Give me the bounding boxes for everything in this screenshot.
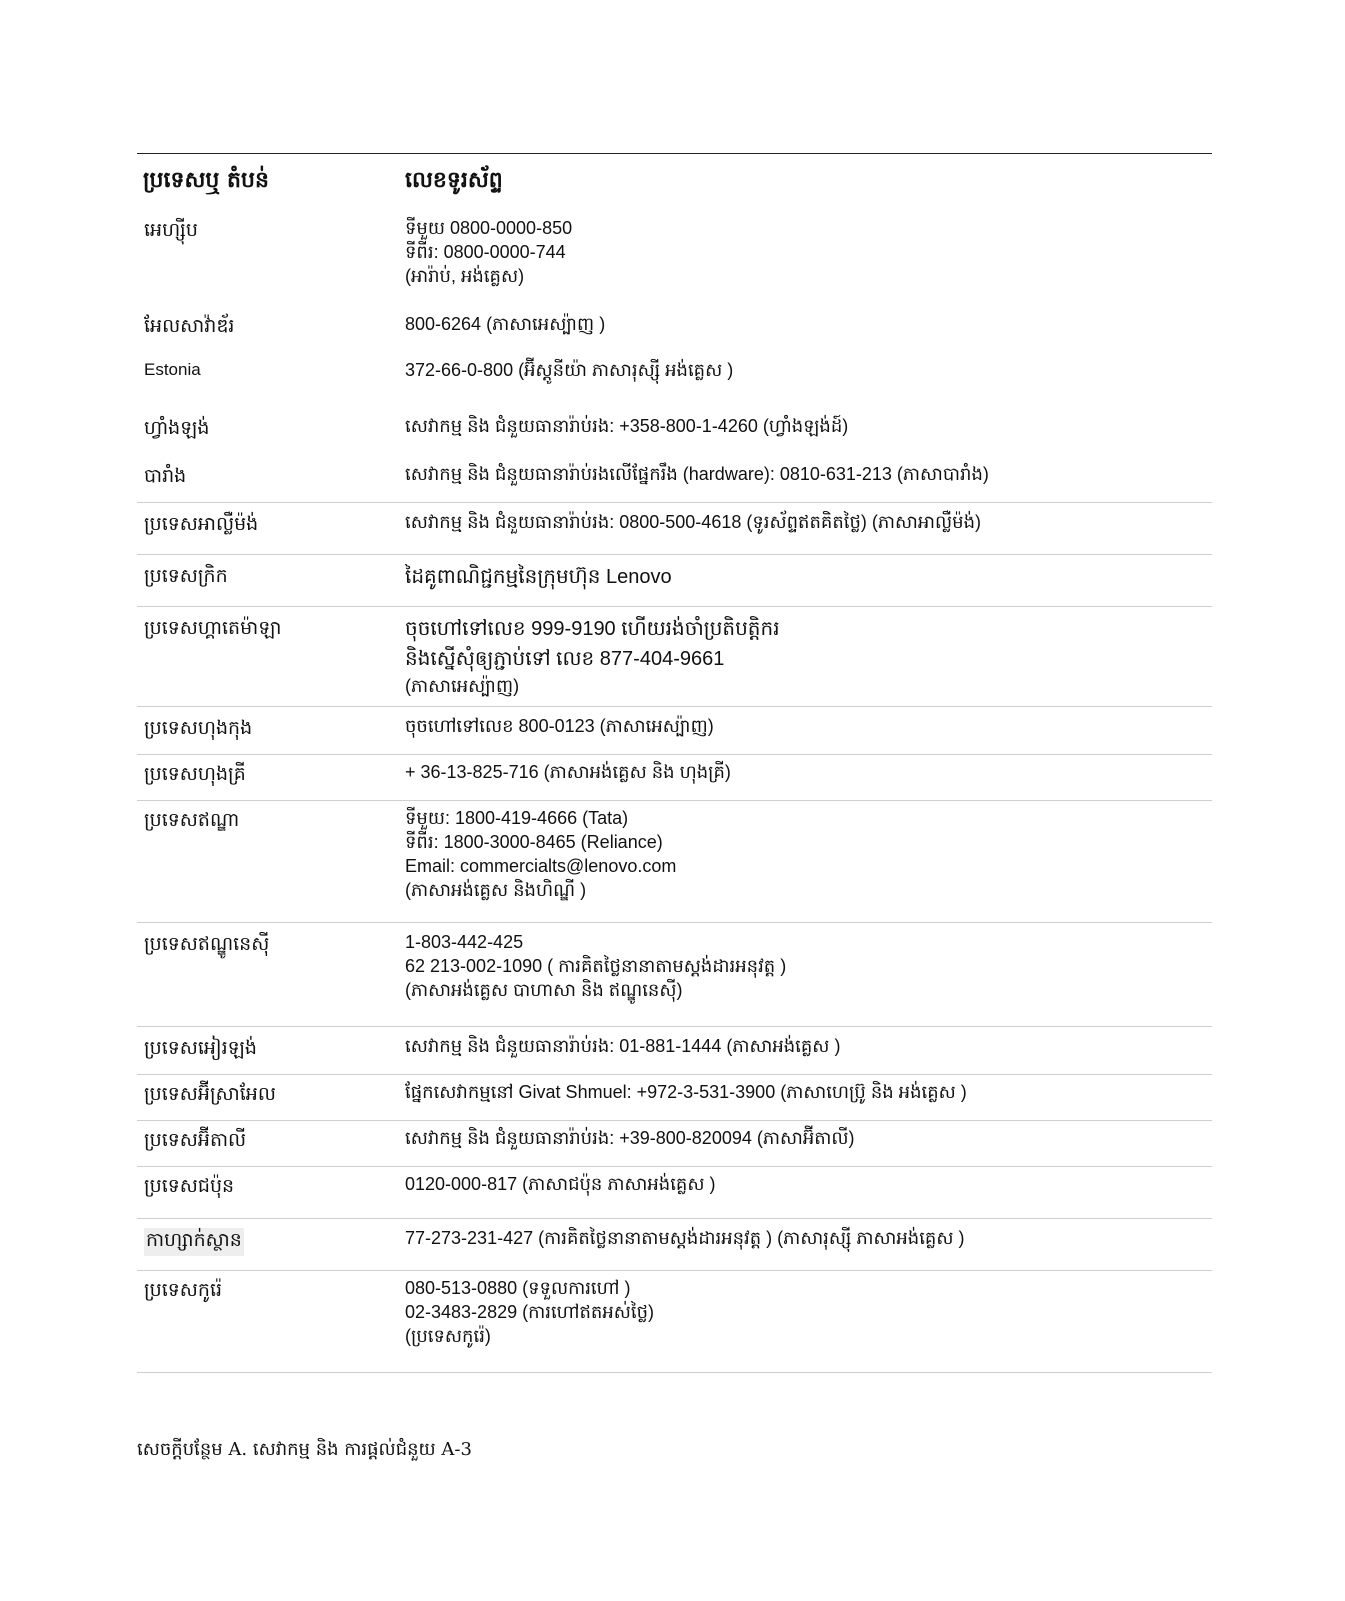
- table-row: [137, 760, 1212, 801]
- phone-cell: [405, 562, 672, 592]
- table-row: [137, 1226, 1212, 1271]
- region-cell: ប្រទេសឥណ្ឌា: [144, 809, 240, 831]
- region-cell: ប្រទេសឥណ្ឌូនេស៊ី: [144, 933, 270, 955]
- phone-line: + 36-13-825-716 (ភាសាអង់គ្លេស និង ហុងគ្រី): [405, 762, 731, 782]
- phone-cell: [405, 714, 714, 738]
- table-row: [137, 614, 1212, 707]
- phone-cell: [405, 312, 605, 336]
- region-cell: ប្រទេសអាល្លឺម៉ង់: [144, 513, 259, 535]
- phone-line: សេវាកម្ម និង ជំនួយធានារ៉ាប់រង: 0800-500-4618 (ទូរស័ព្ទឥតគិតថ្លៃ) (ភាសាអាល្លឺម៉ង់): [405, 512, 981, 532]
- table-row: [137, 462, 1212, 503]
- table-row: [137, 358, 1212, 406]
- region-cell: ហ្វាំងឡង់: [144, 417, 210, 439]
- phone-line: 0120-000-817 (ភាសាជប៉ុន ភាសាអង់គ្លេស ): [405, 1174, 716, 1194]
- region-cell: ប្រទេសហ្គាតេម៉ាឡា: [144, 617, 282, 639]
- region-cell: ប្រទេសហុងកុង: [144, 717, 253, 739]
- phone-line: សេវាកម្ម និង ជំនួយធានារ៉ាប់រងលើផ្នែករឹង (hardware): 0810-631-213 (ភាសាបារាំង): [405, 464, 989, 484]
- page-footer: សេចក្តីបន្ថែម A. សេវាកម្ម និង ការផ្តល់ជំនួយ A-3: [137, 1439, 472, 1460]
- phone-cell: [405, 1172, 715, 1196]
- phone-line: 02-3483-2829 (ការហៅឥតអស់ថ្លៃ): [405, 1302, 655, 1322]
- phone-cell: [405, 1226, 965, 1250]
- phone-line: (ភាសាអង់គ្លេស និងហិណ្ឌី ): [405, 880, 587, 900]
- phone-line: សេវាកម្ម និង ជំនួយធានារ៉ាប់រង: +39-800-820094 (ភាសាអ៊ីតាលី): [405, 1128, 855, 1148]
- phone-line: 62 213-002-1090 ( ការគិតថ្លៃនានាតាមស្តង់ដារអនុវត្ត ): [405, 956, 787, 976]
- phone-line: ទីមួយ 0800-0000-850: [405, 218, 573, 238]
- table-row: [137, 1276, 1212, 1373]
- phone-cell: [405, 462, 989, 486]
- phone-line: (អារ៉ាប់, អង់គ្លេស): [405, 266, 525, 286]
- region-cell: ប្រទេសអៀរឡង់: [144, 1037, 257, 1059]
- phone-line: ទីមួយ: 1800-419-4666 (Tata): [405, 808, 629, 828]
- region-cell: កាហ្សាក់ស្ថាន: [144, 1228, 244, 1256]
- table-row: [137, 510, 1212, 555]
- phone-cell: [405, 1080, 967, 1104]
- region-cell: ប្រទេសជប៉ុន: [144, 1175, 235, 1197]
- table-row: [137, 1172, 1212, 1219]
- table-row: [137, 1080, 1212, 1121]
- phone-line: ដៃគូពាណិជ្ជកម្មនៃក្រុមហ៊ុន Lenovo: [405, 566, 672, 588]
- region-cell: អែលសាវ៉ាឌ័រ: [144, 315, 235, 337]
- phone-line: សេវាកម្ម និង ជំនួយធានារ៉ាប់រង: 01-881-1444 (ភាសាអង់គ្លេស ): [405, 1036, 841, 1056]
- phone-line: ផ្នែកសេវាកម្មនៅ Givat Shmuel: +972-3-531-3900 (ភាសាហេប្រ៊ូ និង អង់គ្លេស ): [405, 1082, 967, 1102]
- phone-line: សេវាកម្ម និង ជំនួយធានារ៉ាប់រង: +358-800-1-4260 (ហ្វាំងឡង់ដ៍): [405, 416, 849, 436]
- phone-cell: [405, 358, 733, 382]
- region-cell: ប្រទេសហុងគ្រី: [144, 763, 246, 785]
- phone-line: 77-273-231-427 (ការគិតថ្លៃនានាតាមស្តង់ដារអនុវត្ត ) (ភាសារុស្ស៊ី ភាសាអង់គ្លេស ): [405, 1228, 965, 1248]
- column-header-phone: លេខទូរស័ព្ទ: [405, 167, 503, 193]
- phone-line: ចុចហៅទៅលេខ 999-9190 ហើយរង់ចាំប្រតិបត្តិករ: [405, 618, 780, 640]
- table-row: [137, 562, 1212, 607]
- phone-line: ទីពីរ: 0800-0000-744: [405, 242, 566, 262]
- column-header-region: ប្រទេសឬ តំបន់: [143, 167, 269, 193]
- phone-line: ទីពីរ: 1800-3000-8465 (Reliance): [405, 832, 663, 852]
- phone-cell: [405, 216, 572, 288]
- phone-line: 372-66-0-800 (អ៊ីស្តូនីយ៉ា ភាសារុស្ស៊ី អង់គ្លេស ): [405, 360, 734, 380]
- table-row: [137, 714, 1212, 755]
- phone-line: ចុចហៅទៅលេខ 800-0123 (ភាសាអេស្ប៉ាញ): [405, 716, 714, 736]
- phone-cell: [405, 510, 981, 534]
- table-top-rule: [137, 153, 1212, 154]
- region-cell: ប្រទេសអ៊ីតាលី: [144, 1129, 247, 1151]
- phone-cell: [405, 1126, 855, 1150]
- phone-line: 1-803-442-425: [405, 932, 524, 952]
- phone-line: (ភាសាអង់គ្លេស បាហាសា និង ឥណ្ឌូនេស៊ី): [405, 980, 683, 1000]
- table-row: [137, 216, 1212, 304]
- region-cell: អេហ្ស៊ីប: [144, 219, 198, 241]
- table-row: [137, 1034, 1212, 1075]
- phone-line: (ភាសាអេស្ប៉ាញ): [405, 676, 520, 696]
- table-row: [137, 414, 1212, 454]
- phone-line: 800-6264 (ភាសាអេស្ប៉ាញ ): [405, 314, 606, 334]
- phone-line: Email: commercialts@lenovo.com: [405, 856, 677, 876]
- phone-cell: [405, 806, 676, 902]
- table-row: [137, 1126, 1212, 1167]
- phone-cell: [405, 614, 780, 698]
- phone-line: និងស្នើសុំឲ្យភ្ជាប់ទៅ លេខ 877-404-9661: [405, 648, 725, 670]
- table-row: [137, 930, 1212, 1027]
- phone-cell: [405, 1276, 654, 1348]
- region-cell: ប្រទេសក្រិក: [144, 565, 228, 587]
- region-cell: បារាំង: [144, 465, 187, 487]
- phone-cell: [405, 930, 786, 1002]
- phone-line: 080-513-0880 (ទទួលការហៅ ): [405, 1278, 631, 1298]
- region-cell: ប្រទេសអ៊ីស្រាអែល: [144, 1083, 276, 1105]
- phone-cell: [405, 1034, 840, 1058]
- region-cell: ប្រទេសកូរ៉េ: [144, 1279, 223, 1301]
- phone-cell: [405, 414, 848, 438]
- phone-line: (ប្រទេសកូរ៉េ): [405, 1326, 491, 1346]
- table-row: [137, 312, 1212, 352]
- table-row: [137, 806, 1212, 923]
- phone-cell: [405, 760, 731, 784]
- region-cell: Estonia: [144, 360, 201, 379]
